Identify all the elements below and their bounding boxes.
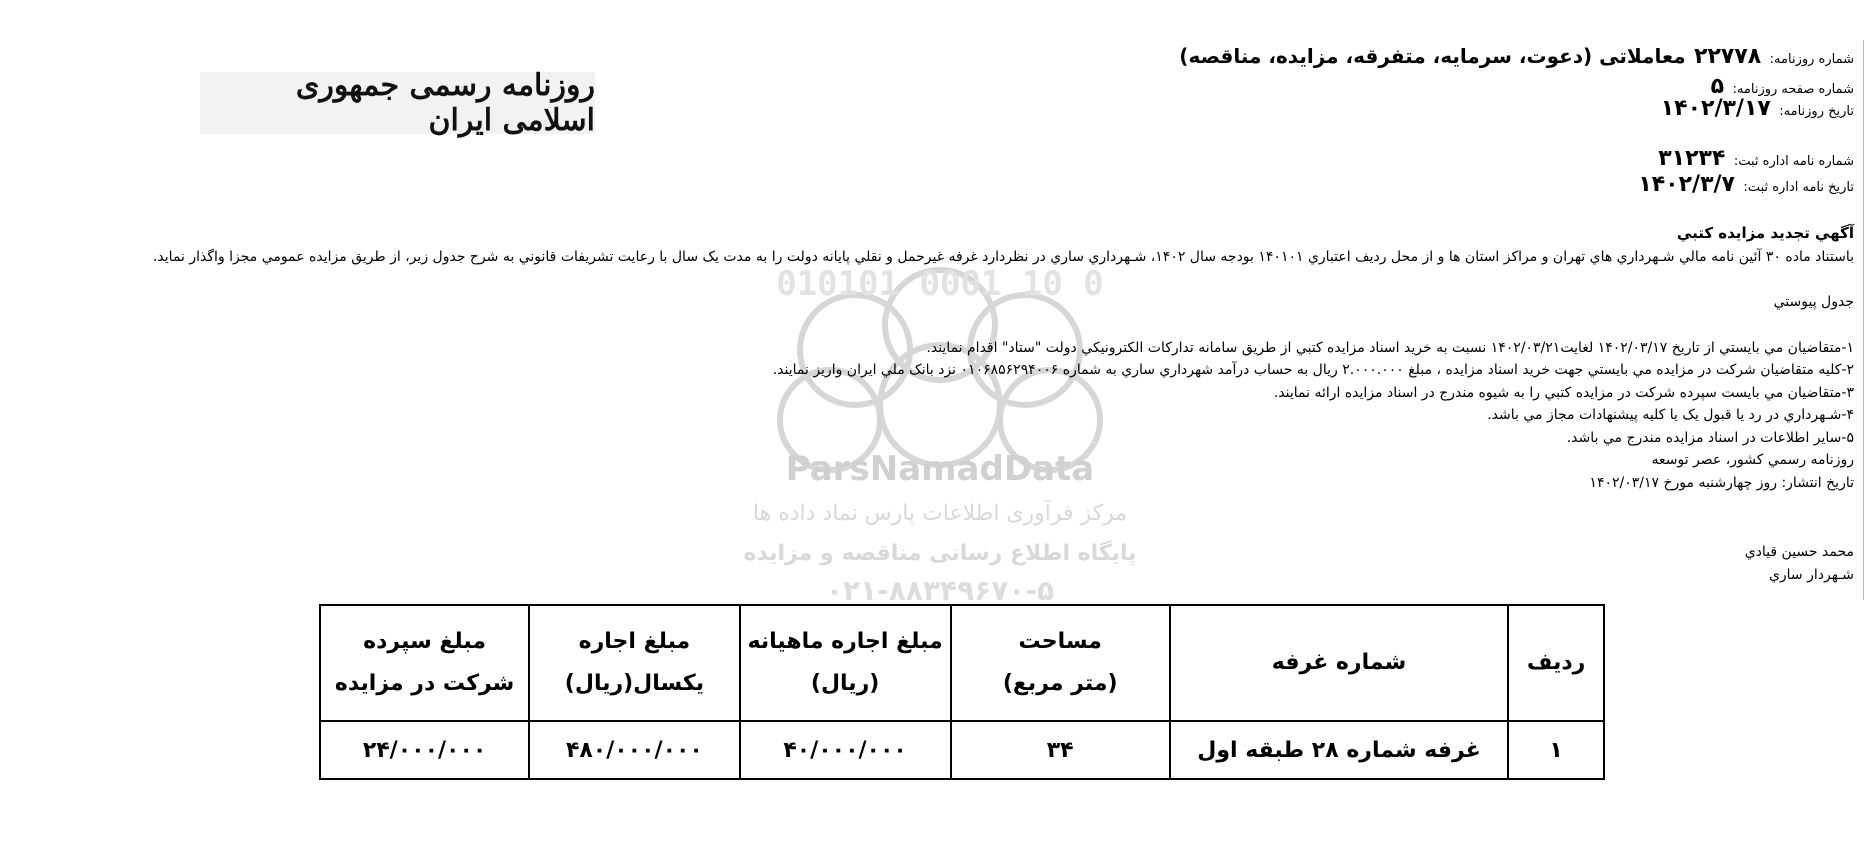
- col-header-row-no: [1508, 605, 1604, 721]
- table-caption: جدول پيوستي: [1773, 294, 1854, 310]
- reg-no-line: [1658, 146, 1854, 171]
- watermark-digits: 010101 0001 10 0: [776, 264, 1104, 304]
- col-header-area: [951, 605, 1170, 721]
- table-header-row: [320, 605, 1604, 721]
- col-header-line2: (متر مربع): [1002, 671, 1118, 696]
- col-header-deposit: [320, 605, 529, 721]
- cell-row-no: ۱: [1508, 721, 1604, 779]
- publication-date: تاريخ انتشار: روز چهارشنبه مورخ ۱۴۰۲/۰۳/۱۷: [1589, 475, 1854, 491]
- col-header-line1: مبلغ اجاره: [578, 629, 691, 654]
- list-item: ۵-ساير اطلاعات در اسناد مزايده مندرج مي باشد.: [1566, 430, 1854, 446]
- issue-label: شماره روزنامه:: [1769, 52, 1854, 67]
- notice-title: آگهي تجديد مزايده كتبي: [1676, 224, 1854, 242]
- cell-deposit: ۲۴/۰۰۰/۰۰۰: [320, 721, 529, 779]
- date-value: ۱۴۰۲/۳/۱۷: [1660, 96, 1771, 121]
- date-line: [1661, 96, 1854, 121]
- newspaper-banner: روزنامه رسمی جمهوری اسلامی ایران: [200, 72, 595, 134]
- list-item: ۲-كليه متقاضيان شركت در مزايده مي بايستي جهت خريد اسناد مزايده ، مبلغ ۲.۰۰۰.۰۰۰ ريال به حساب درآمد شهرداري ساري به شماره ۰۱۰۶۸۵۶۲۹۴۰۰۶ نزد بانک ملي ايران واريز نمايند.: [772, 362, 1854, 378]
- signer-name: محمد حسين قيادي: [1744, 544, 1854, 560]
- watermark: [735, 255, 1145, 615]
- issue-subject: معاملاتی (دعوت، سرمایه، متفرقه، مزایده، مناقصه): [1179, 44, 1686, 68]
- reg-date-label: تاریخ نامه اداره ثبت:: [1743, 180, 1854, 195]
- col-header-line2: شركت در مزايده: [334, 671, 515, 696]
- reg-date-line: [1638, 172, 1854, 197]
- page-number: ۵: [1710, 74, 1725, 99]
- date-label: تاریخ روزنامه:: [1779, 104, 1854, 119]
- auction-table: [319, 604, 1605, 780]
- issue-number: ۲۲۷۷۸: [1694, 44, 1762, 69]
- watermark-phone: ۰۲۱-۸۸۳۴۹۶۷۰-۵: [825, 574, 1055, 607]
- edge-rule: [1863, 40, 1864, 600]
- col-header-line1: رديف: [1526, 650, 1586, 675]
- reg-no-value: ۳۱۲۳۴: [1658, 146, 1726, 171]
- list-item: ۱-متقاضيان مي بايستي از تاريخ ۱۴۰۲/۰۳/۱۷ لغايت۱۴۰۲/۰۳/۲۱ نسبت به خريد اسناد مزايده كتبي از طريق سامانه تداركات الكترونيكي دولت "ستاد" اقدام نمايند.: [926, 340, 1854, 356]
- col-header-line1: مبلغ سپرده: [363, 629, 486, 654]
- col-header-line1: شماره غرفه: [1271, 650, 1407, 675]
- col-header-monthly-rent: [740, 605, 951, 721]
- notice-intro: باستناد ماده ۳۰ آئين نامه مالي شـهرداري هاي تهران و مراكز استان ها و از محل رديف اعتباري ۱۴۰۱۰۱ بودجه سال ۱۴۰۲، شـهرداري ساري در نظردارد غرفه غيرحمل و نقلي پايانه دولت را به مدت يک سال با رعايت تشريفات قانوني به شرح جدول زير، از طريق مزايده عمومي مجزا واگذار نمايد.: [152, 249, 1854, 265]
- signer-title: شـهردار ساري: [1768, 567, 1854, 583]
- col-header-line2: يكسال(ريال): [564, 671, 704, 696]
- col-header-line2: (ريال): [810, 671, 880, 696]
- table-row: [320, 721, 1604, 779]
- col-header-annual-rent: [529, 605, 739, 721]
- col-header-line1: مبلغ اجاره ماهيانه: [747, 629, 943, 654]
- watermark-line2: پایگاه اطلاع رسانی مناقصه و مزایده: [743, 541, 1137, 566]
- col-header-booth: [1170, 605, 1508, 721]
- watermark-line1: مرکز فرآوری اطلاعات پارس نماد داده ها: [752, 501, 1128, 526]
- cell-monthly-rent: ۴۰/۰۰۰/۰۰۰: [740, 721, 951, 779]
- list-item: ۳-متقاضيان مي بايست سپرده شركت در مزايده كتبي را به شيوه مندرج در اسناد مزايده ارائه نمايند.: [1273, 385, 1854, 401]
- reg-no-label: شماره نامه اداره ثبت:: [1733, 154, 1854, 169]
- issue-line: [1179, 44, 1854, 69]
- cell-area: ۳۴: [951, 721, 1170, 779]
- col-header-line1: مساحت: [1018, 629, 1102, 654]
- watermark-brand: ParsNamadData: [785, 449, 1095, 489]
- reg-date-value: ۱۴۰۲/۳/۷: [1638, 172, 1735, 197]
- publication-papers: روزنامه رسمي كشور، عصر توسعه: [1651, 452, 1854, 468]
- page-label: شماره صفحه روزنامه:: [1732, 82, 1854, 97]
- cell-annual-rent: ۴۸۰/۰۰۰/۰۰۰: [529, 721, 739, 779]
- list-item: ۴-شـهرداري در رد يا قبول يک يا كليه پيشنهادات مجاز مي باشد.: [1487, 407, 1854, 423]
- watermark-graphic: [735, 255, 1145, 615]
- cell-booth: غرفه شماره ۲۸ طبقه اول: [1170, 721, 1508, 779]
